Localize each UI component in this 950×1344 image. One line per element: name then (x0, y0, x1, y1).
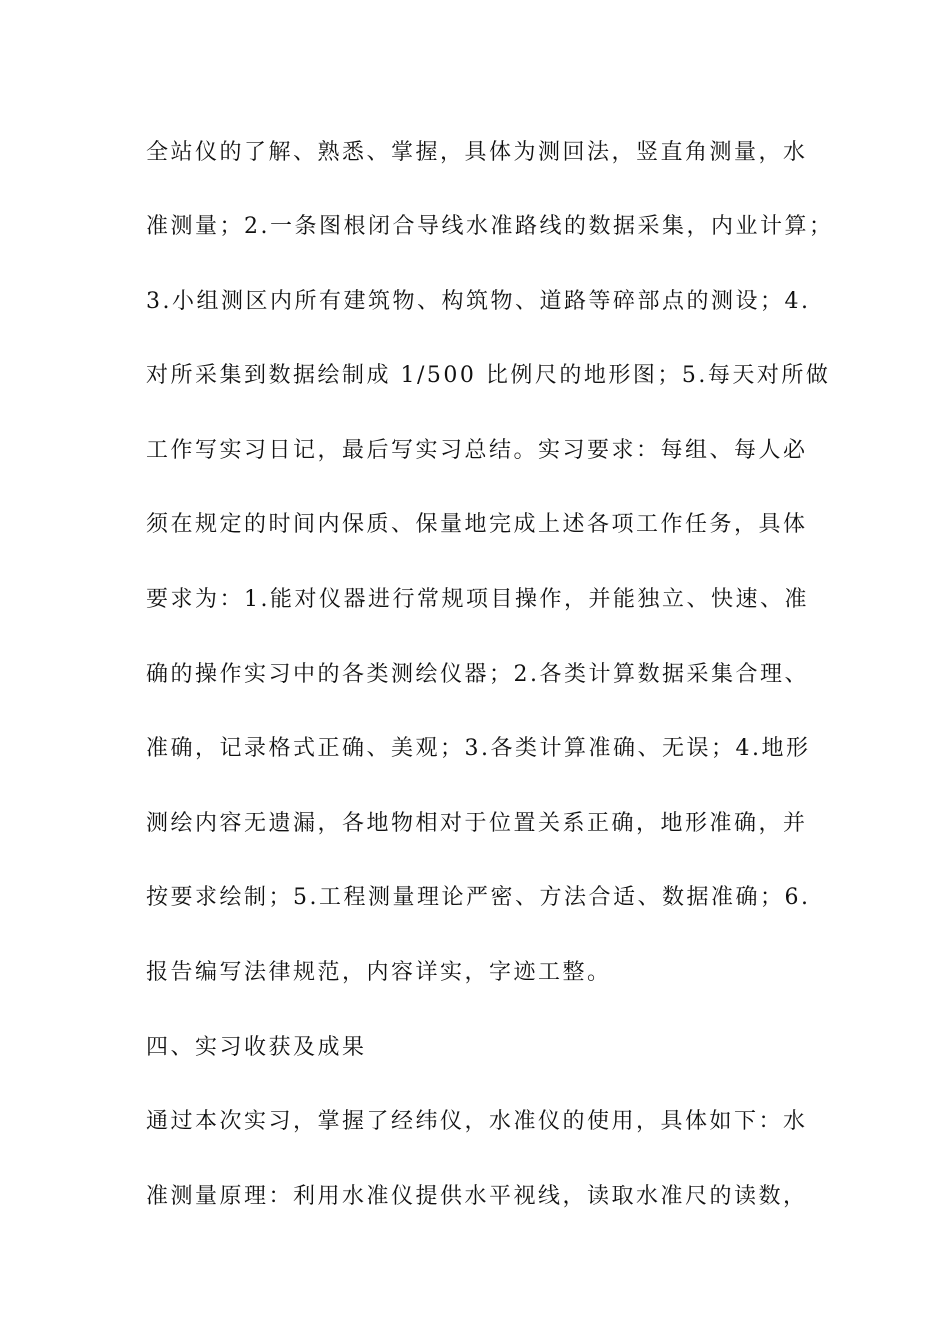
text-line: 对所采集到数据绘制成 1/500 比例尺的地形图；5.每天对所做 (146, 363, 831, 388)
text-line: 须在规定的时间内保质、保量地完成上述各项工作任务，具体 (146, 512, 808, 537)
text-line: 通过本次实习，掌握了经纬仪，水准仪的使用，具体如下：水 (146, 1109, 808, 1134)
section-heading: 四、实习收获及成果 (146, 1035, 367, 1060)
text-line: 工作写实习日记，最后写实习总结。实习要求：每组、每人必 (146, 438, 808, 463)
text-line: 准测量原理：利用水准仪提供水平视线，读取水准尺的读数， (146, 1184, 808, 1209)
text-line: 准确，记录格式正确、美观；3.各类计算准确、无误；4.地形 (146, 736, 811, 761)
text-line: 报告编写法律规范，内容详实，字迹工整。 (146, 960, 612, 985)
text-line: 测绘内容无遗漏，各地物相对于位置关系正确，地形准确，并 (146, 811, 808, 836)
text-line: 要求为：1.能对仪器进行常规项目操作，并能独立、快速、准 (146, 587, 809, 612)
text-line: 3.小组测区内所有建筑物、构筑物、道路等碎部点的测设；4. (146, 289, 811, 314)
text-line: 按要求绘制；5.工程测量理论严密、方法合适、数据准确；6. (146, 885, 811, 910)
text-line: 确的操作实习中的各类测绘仪器；2.各类计算数据采集合理、 (146, 662, 809, 687)
text-line: 准测量；2.一条图根闭合导线水准路线的数据采集，内业计算； (146, 214, 834, 239)
text-line: 全站仪的了解、熟悉、掌握，具体为测回法，竖直角测量，水 (146, 140, 808, 165)
